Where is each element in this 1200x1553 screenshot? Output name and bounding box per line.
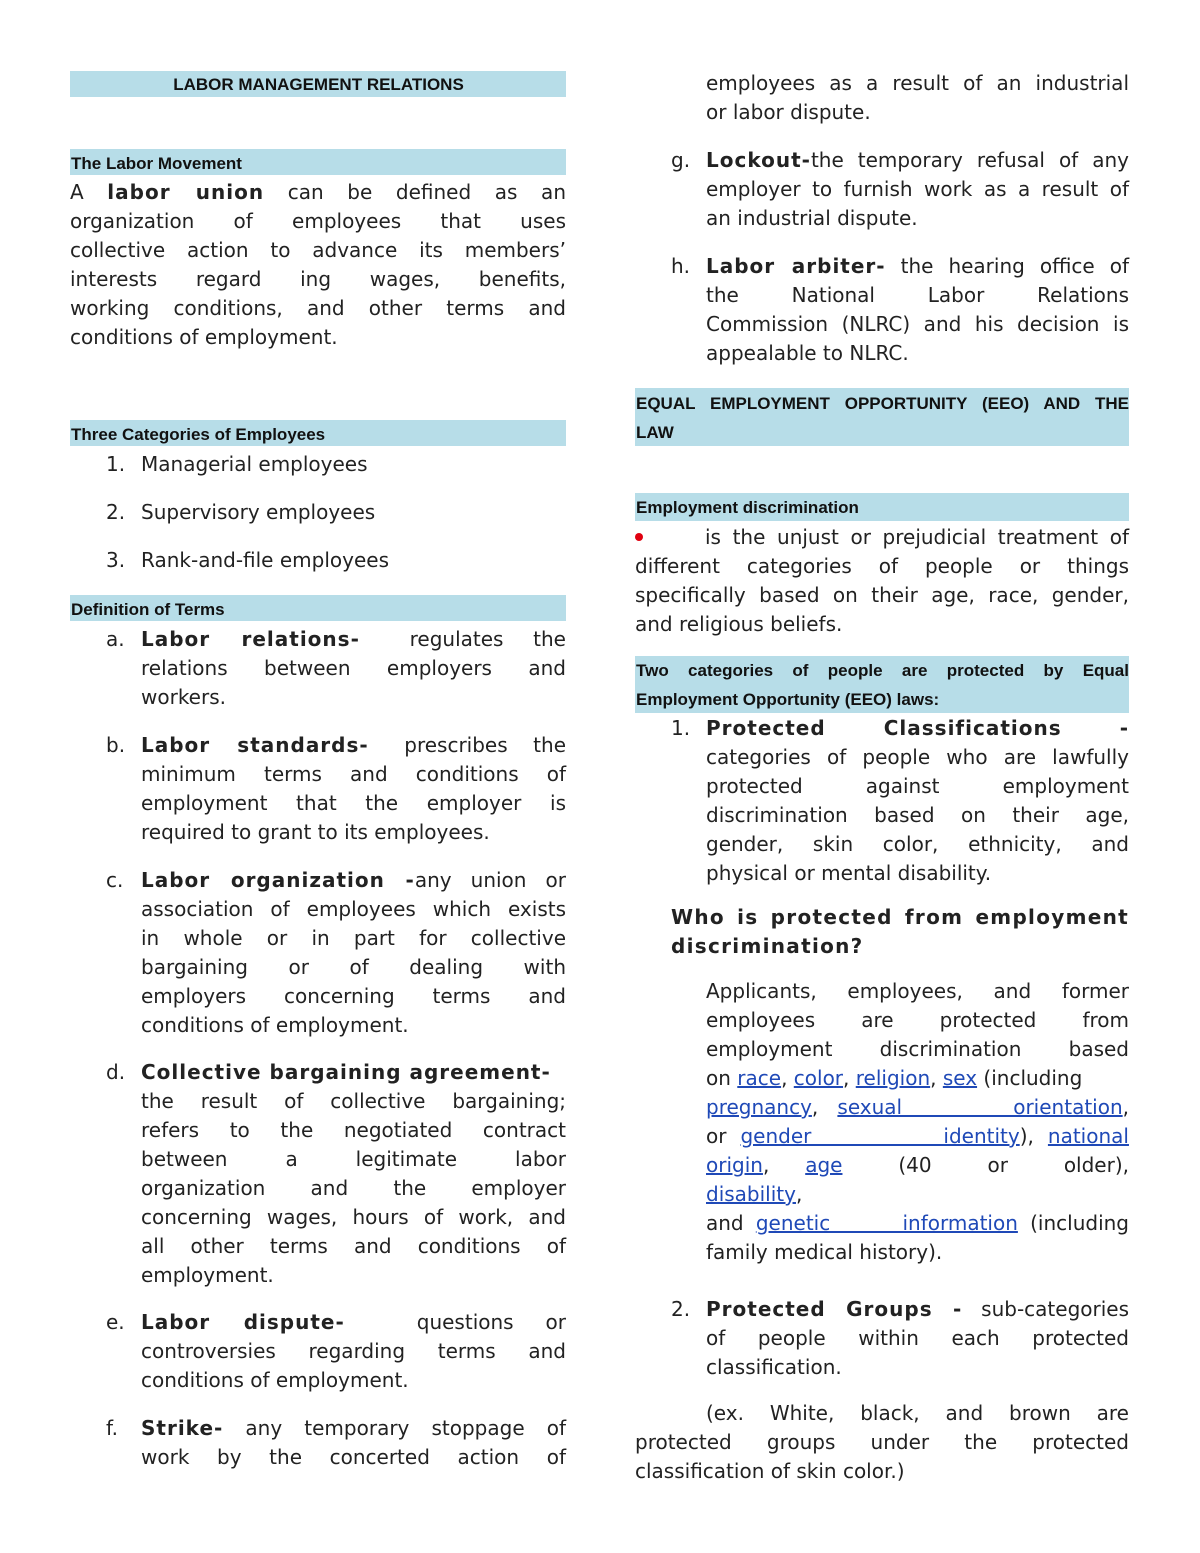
paragraph-line: categories of people who are lawfully xyxy=(706,745,1129,769)
paragraph-line: protected groups under the protected xyxy=(635,1430,1129,1454)
paragraph-line: employees are protected from xyxy=(706,1008,1129,1032)
heading-line: Employment Opportunity (EEO) laws: xyxy=(636,690,940,709)
paragraph-line: of people within each protected xyxy=(706,1326,1129,1350)
paragraph-line: organization of employees that uses xyxy=(70,209,566,233)
term-collective-bargaining-agreement xyxy=(141,1058,566,1290)
protected-question xyxy=(671,903,1129,961)
list-item: Rank-and-file employees xyxy=(141,548,389,572)
question-line: discrimination? xyxy=(671,934,864,958)
term-labor-relations xyxy=(141,625,566,712)
paragraph-line: employment discrimination based xyxy=(706,1037,1129,1061)
paragraph-line: Strike- any temporary stoppage of xyxy=(141,1416,567,1440)
paragraph-line: interests regard ing wages, benefits, xyxy=(70,267,566,291)
paragraph-line: organization and the employer xyxy=(141,1176,566,1200)
link-sexual-orientation[interactable]: sexual orientation xyxy=(837,1095,1123,1119)
paragraph-line: collective action to advance its members’ xyxy=(70,238,566,262)
paragraph-line: between a legitimate labor xyxy=(141,1147,566,1171)
list-item: Supervisory employees xyxy=(141,500,376,524)
term-lockout xyxy=(706,146,1129,233)
paragraph-line: (ex. White, black, and brown are xyxy=(706,1401,1129,1425)
paragraph-line: gender, skin color, ethnicity, and xyxy=(706,832,1129,856)
labor-movement-heading: The Labor Movement xyxy=(70,149,566,175)
term-labor-arbiter xyxy=(706,252,1129,368)
paragraph-line: controversies regarding terms and xyxy=(141,1339,566,1363)
list-letter: a. xyxy=(106,627,125,651)
categories-heading: Three Categories of Employees xyxy=(70,420,566,446)
list-number: 1. xyxy=(671,716,691,740)
paragraph-line: in whole or in part for collective xyxy=(141,926,566,950)
protected-classifications xyxy=(706,714,1129,888)
list-letter: e. xyxy=(106,1310,125,1334)
paragraph-line: Labor standards- prescribes the xyxy=(141,733,567,757)
list-letter: h. xyxy=(671,254,691,278)
paragraph-line: refers to the negotiated contract xyxy=(141,1118,566,1142)
paragraph-line: concerning wages, hours of work, and xyxy=(141,1205,566,1229)
paragraph-line: classification of skin color.) xyxy=(635,1459,905,1483)
paragraph-line: working conditions, and other terms and xyxy=(70,296,566,320)
definitions-heading: Definition of Terms xyxy=(70,595,566,621)
list-letter: f. xyxy=(106,1416,118,1440)
paragraph-line: bargaining or of dealing with xyxy=(141,955,566,979)
term-labor-standards xyxy=(141,731,566,847)
list-item: Managerial employees xyxy=(141,452,368,476)
list-letter: b. xyxy=(106,733,126,757)
paragraph-line: association of employees which exists xyxy=(141,897,566,921)
link-sex[interactable]: sex xyxy=(942,1066,978,1090)
paragraph-line: employees as a result of an industrial xyxy=(706,71,1129,95)
paragraph-line: protected against employment xyxy=(706,774,1129,798)
link-gender-identity[interactable]: gender identity xyxy=(740,1124,1020,1148)
link-national-origin[interactable]: national xyxy=(1047,1124,1129,1148)
link-race[interactable]: race xyxy=(737,1066,782,1090)
paragraph-line: and genetic information (including xyxy=(706,1211,1129,1235)
paragraph-line: and religious beliefs. xyxy=(635,612,843,636)
paragraph-line: A labor union can be defined as an xyxy=(70,180,566,204)
paragraph-line: all other terms and conditions of xyxy=(141,1234,566,1258)
paragraph-line: relations between employers and xyxy=(141,656,566,680)
list-number: 2. xyxy=(671,1297,691,1321)
term-labor-organization xyxy=(141,866,566,1040)
paragraph-line: appealable to NLRC. xyxy=(706,341,909,365)
paragraph-line: different categories of people or things xyxy=(635,554,1129,578)
paragraph-line: Labor organization -any union or xyxy=(141,868,566,892)
paragraph-line: minimum terms and conditions of xyxy=(141,762,566,786)
paragraph-line: specifically based on their age, race, gender, xyxy=(635,583,1129,607)
link-age[interactable]: age xyxy=(805,1153,843,1177)
document-title: LABOR MANAGEMENT RELATIONS xyxy=(70,71,566,97)
paragraph-line: an industrial dispute. xyxy=(706,206,918,230)
discrimination-paragraph xyxy=(635,523,1129,639)
list-number: 1. xyxy=(106,452,126,476)
paragraph-line: family medical history). xyxy=(706,1240,943,1264)
paragraph-line: conditions of employment. xyxy=(70,325,338,349)
paragraph-line: Commission (NLRC) and his decision is xyxy=(706,312,1129,336)
list-letter: g. xyxy=(671,148,691,172)
paragraph-line: Protected Classifications - xyxy=(706,716,1129,740)
employment-discrimination-heading: Employment discrimination xyxy=(635,493,1129,521)
paragraph-line: employment. xyxy=(141,1263,274,1287)
labor-movement-paragraph xyxy=(70,178,566,352)
heading-line: EQUAL EMPLOYMENT OPPORTUNITY (EEO) AND THE xyxy=(636,394,1129,413)
two-categories-heading xyxy=(635,656,1129,713)
paragraph-line: Collective bargaining agreement- xyxy=(141,1060,551,1084)
paragraph-line: discrimination based on their age, xyxy=(706,803,1129,827)
paragraph-line: employer to furnish work as a result of xyxy=(706,177,1129,201)
protected-answer xyxy=(706,977,1129,1267)
paragraph-line: Labor relations- regulates the xyxy=(141,627,566,651)
paragraph-line: physical or mental disability. xyxy=(706,861,992,885)
link-genetic-information[interactable]: genetic information xyxy=(755,1211,1018,1235)
paragraph-line: employers concerning terms and xyxy=(141,984,566,1008)
example-paragraph xyxy=(635,1399,1129,1486)
paragraph-line: the result of collective bargaining; xyxy=(141,1089,566,1113)
paragraph-line: Lockout-the temporary refusal of any xyxy=(706,148,1129,172)
paragraph-line: origin, age (40 or older), disability, xyxy=(706,1153,1129,1206)
list-number: 2. xyxy=(106,500,126,524)
link-color[interactable]: color xyxy=(793,1066,844,1090)
term-strike-continued xyxy=(706,69,1129,127)
list-number: 3. xyxy=(106,548,126,572)
paragraph-line: is the unjust or prejudicial treatment of xyxy=(705,525,1129,549)
heading-line: Two categories of people are protected by Equal xyxy=(636,661,1129,680)
term-labor-dispute xyxy=(141,1308,566,1395)
paragraph-line: the National Labor Relations xyxy=(706,283,1129,307)
eeo-heading xyxy=(635,388,1129,446)
paragraph-line: required to grant to its employees. xyxy=(141,820,490,844)
paragraph-line: or gender identity), national xyxy=(706,1124,1129,1148)
paragraph-line: conditions of employment. xyxy=(141,1368,409,1392)
paragraph-line: Labor dispute- questions or xyxy=(141,1310,566,1334)
term-strike xyxy=(141,1414,566,1472)
paragraph-line: on race, color, religion, sex (including xyxy=(706,1066,1083,1090)
paragraph-line: Labor arbiter- the hearing office of xyxy=(706,254,1129,278)
paragraph-line: or labor dispute. xyxy=(706,100,871,124)
paragraph-line: work by the concerted action of xyxy=(141,1445,566,1469)
link-disability[interactable]: disability xyxy=(706,1182,796,1206)
protected-groups xyxy=(706,1295,1129,1382)
list-letter: d. xyxy=(106,1060,126,1084)
paragraph-line: employment that the employer is xyxy=(141,791,566,815)
paragraph-line: Protected Groups - sub-categories xyxy=(706,1297,1129,1321)
question-line: Who is protected from employment xyxy=(671,905,1129,929)
paragraph-line: pregnancy, sexual orientation, xyxy=(706,1095,1129,1119)
paragraph-line: conditions of employment. xyxy=(141,1013,409,1037)
link-pregnancy[interactable]: pregnancy xyxy=(706,1095,812,1119)
link-national-origin[interactable]: origin xyxy=(706,1153,763,1177)
paragraph-line: workers. xyxy=(141,685,226,709)
heading-line: LAW xyxy=(636,423,674,442)
link-religion[interactable]: religion xyxy=(855,1066,931,1090)
list-letter: c. xyxy=(106,868,124,892)
paragraph-line: Applicants, employees, and former xyxy=(706,979,1129,1003)
paragraph-line: classification. xyxy=(706,1355,842,1379)
